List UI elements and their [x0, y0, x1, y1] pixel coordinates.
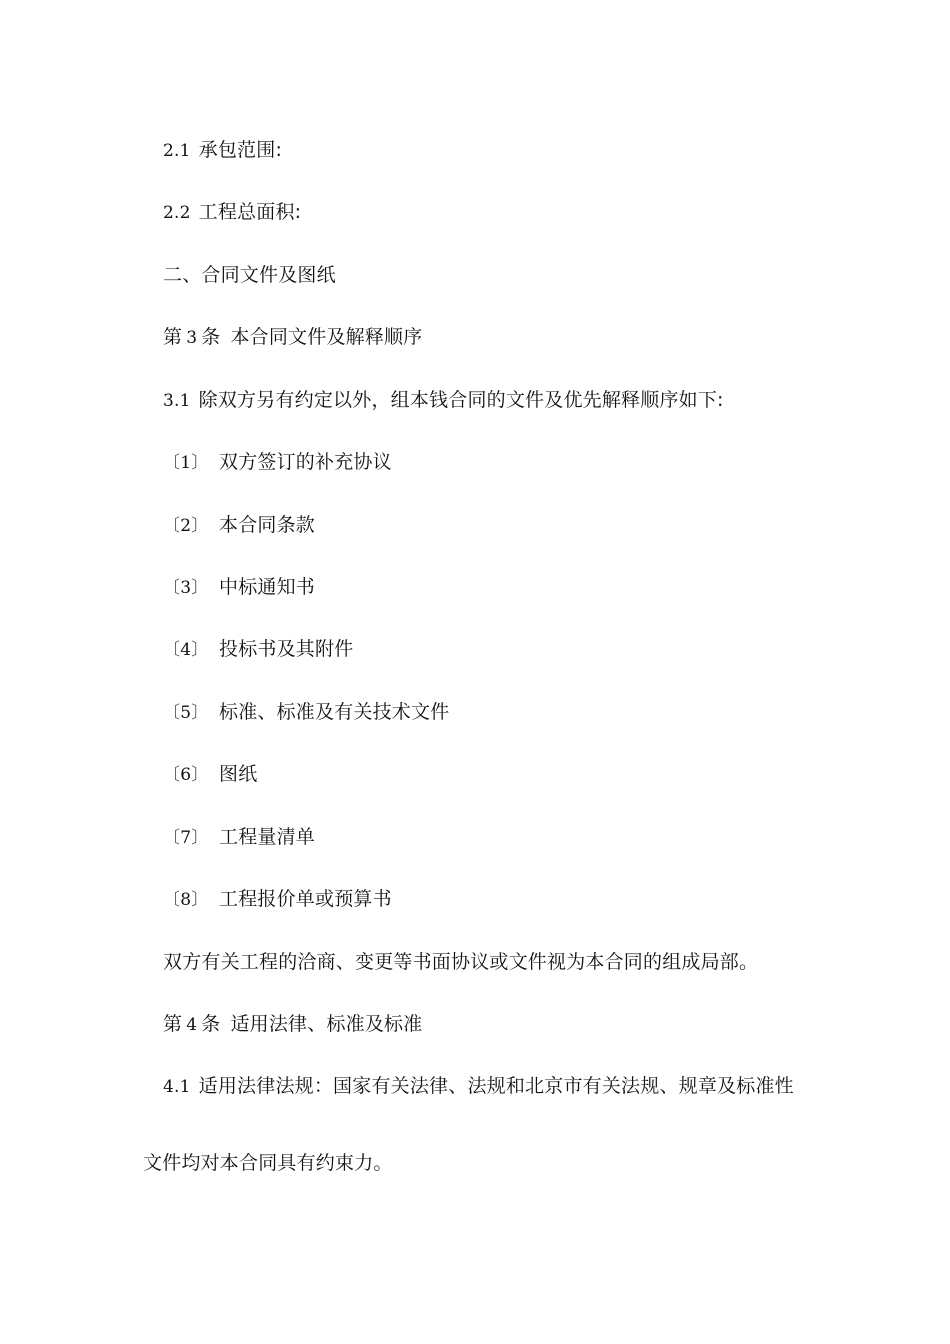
list-item	[163, 887, 392, 912]
list-item-text: 本合同条款	[219, 514, 316, 536]
list-item-number: 〔7〕	[163, 828, 209, 848]
article-4-heading	[163, 1012, 422, 1037]
list-item-text: 工程报价单或预算书	[219, 888, 392, 910]
section-heading-2	[163, 263, 336, 287]
article-title: 适用法律、标准及标准	[230, 1013, 423, 1035]
clause-text: 适用法律法规：国家有关法律、法规和北京市有关法规、规章及标准性	[198, 1075, 794, 1097]
list-item-number: 〔2〕	[163, 516, 209, 536]
list-item-number: 〔4〕	[163, 640, 209, 660]
list-item-text: 标准、标准及有关技术文件	[219, 701, 450, 723]
list-item	[163, 513, 315, 538]
clause-text: 承包范围:	[198, 139, 283, 161]
article-suffix: 条	[201, 326, 221, 348]
article-3-heading	[163, 325, 422, 350]
list-item-number: 〔3〕	[163, 578, 209, 598]
clause-number: 3.1	[163, 391, 191, 411]
article-prefix: 第	[163, 326, 183, 348]
clause-2-2	[163, 200, 301, 225]
article-number: 4	[186, 1015, 198, 1035]
article-prefix: 第	[163, 1013, 183, 1035]
list-item	[163, 700, 449, 725]
list-item-number: 〔6〕	[163, 765, 209, 785]
clause-text: 除双方另有约定以外，组本钱合同的文件及优先解释顺序如下:	[198, 389, 724, 411]
section-heading-text: 二、合同文件及图纸	[163, 264, 336, 286]
clause-text: 工程总面积:	[198, 201, 302, 223]
list-item-number: 〔5〕	[163, 703, 209, 723]
clause-4-1	[163, 1074, 794, 1099]
article-title: 本合同文件及解释顺序	[230, 326, 423, 348]
clause-number: 2.1	[163, 141, 191, 161]
paragraph-text: 双方有关工程的洽商、变更等书面协议或文件视为本合同的组成局部。	[163, 951, 759, 973]
paragraph-text: 文件均对本合同具有约束力。	[143, 1152, 393, 1174]
list-item-number: 〔1〕	[163, 453, 209, 473]
list-item-text: 投标书及其附件	[219, 638, 354, 660]
list-item-text: 中标通知书	[219, 576, 316, 598]
list-item	[163, 575, 315, 600]
clause-number: 2.2	[163, 203, 191, 223]
list-item	[163, 637, 353, 662]
list-item	[163, 762, 257, 787]
list-item	[163, 450, 392, 475]
clause-3-1	[163, 388, 724, 413]
list-item-text: 双方签订的补充协议	[219, 451, 392, 473]
paragraph	[163, 950, 758, 974]
list-item-text: 图纸	[219, 763, 258, 785]
list-item-number: 〔8〕	[163, 890, 209, 910]
clause-4-1-continuation	[143, 1151, 393, 1175]
article-number: 3	[186, 328, 198, 348]
clause-2-1	[163, 138, 282, 163]
list-item-text: 工程量清单	[219, 826, 316, 848]
article-suffix: 条	[201, 1013, 221, 1035]
clause-number: 4.1	[163, 1077, 191, 1097]
list-item	[163, 825, 315, 850]
